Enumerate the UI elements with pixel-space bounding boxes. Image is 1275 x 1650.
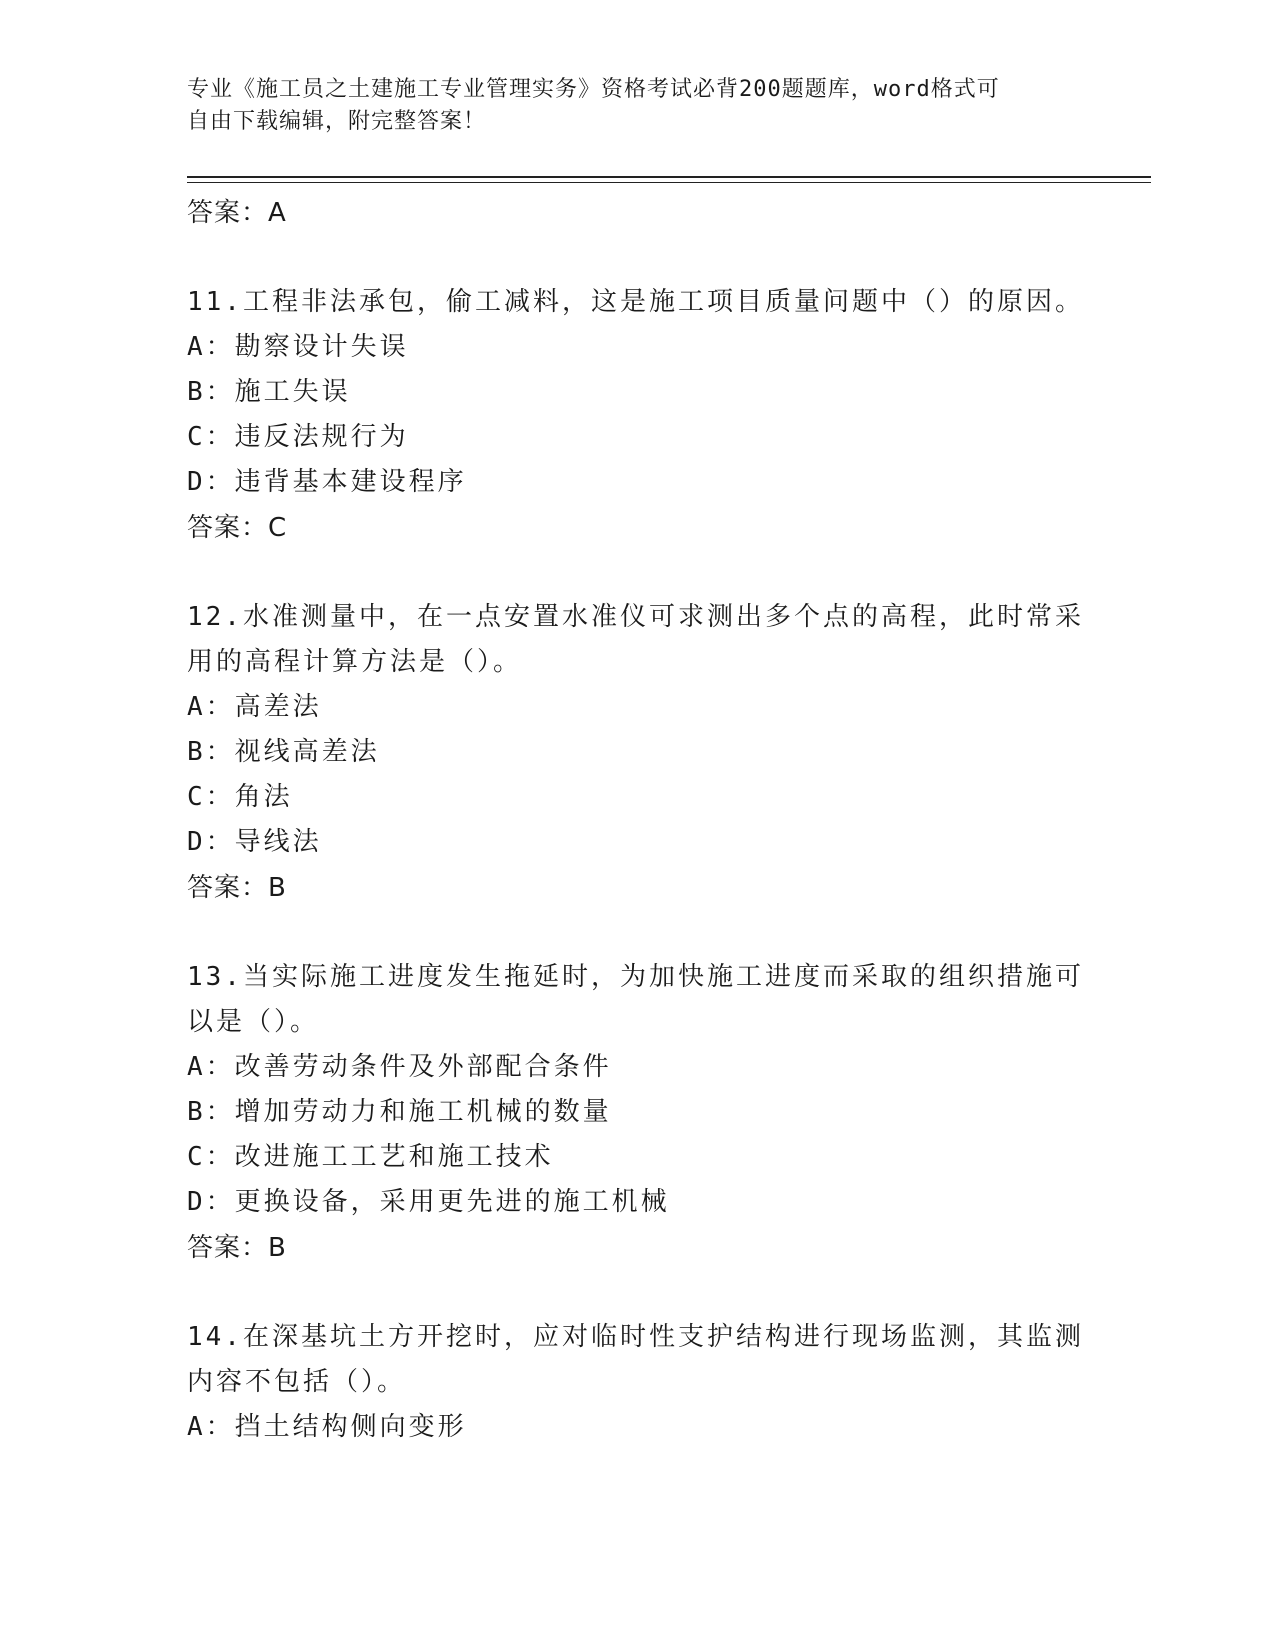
option-c: C：改进施工工艺和施工技术 (187, 1142, 554, 1172)
option-c: C：违反法规行为 (187, 422, 409, 452)
answer-line: 答案：A (187, 198, 287, 228)
option-a: A：高差法 (187, 692, 322, 722)
header-divider-thin (187, 182, 1151, 183)
page-header (187, 74, 1087, 138)
question-text: 13.当实际施工进度发生拖延时，为加快施工进度而采取的组织措施可以是（）。 (187, 962, 1084, 1037)
answer-line: 答案：B (187, 873, 287, 903)
question-text: 11.工程非法承包，偷工减料，这是施工项目质量问题中（）的原因。 (187, 287, 1084, 317)
question-text: 14.在深基坑土方开挖时，应对临时性支护结构进行现场监测，其监测内容不包括（）。 (187, 1322, 1084, 1397)
option-b: B：施工失误 (187, 377, 351, 407)
header-line-2: 自由下载编辑，附完整答案！ (187, 109, 487, 134)
option-b: B：增加劳动力和施工机械的数量 (187, 1097, 612, 1127)
header-divider (187, 176, 1151, 178)
question-text: 12.水准测量中，在一点安置水准仪可求测出多个点的高程，此时常采用的高程计算方法是（）。 (187, 602, 1084, 677)
option-b: B：视线高差法 (187, 737, 380, 767)
option-c: C：角法 (187, 782, 293, 812)
question-item (187, 955, 1087, 1271)
question-item (187, 280, 1087, 551)
header-line-1: 专业《施工员之土建施工专业管理实务》资格考试必背200题题库，word格式可 (187, 77, 1000, 102)
question-item (187, 1315, 1087, 1450)
option-d: D：更换设备，采用更先进的施工机械 (187, 1187, 670, 1217)
option-d: D：导线法 (187, 827, 322, 857)
option-a: A：挡土结构侧向变形 (187, 1412, 467, 1442)
option-a: A：勘察设计失误 (187, 332, 409, 362)
answer-line: 答案：B (187, 1233, 287, 1263)
option-a: A：改善劳动条件及外部配合条件 (187, 1052, 612, 1082)
question-item (187, 595, 1087, 911)
document-body (187, 190, 1087, 1450)
answer-line: 答案：C (187, 513, 288, 543)
option-d: D：违背基本建设程序 (187, 467, 467, 497)
